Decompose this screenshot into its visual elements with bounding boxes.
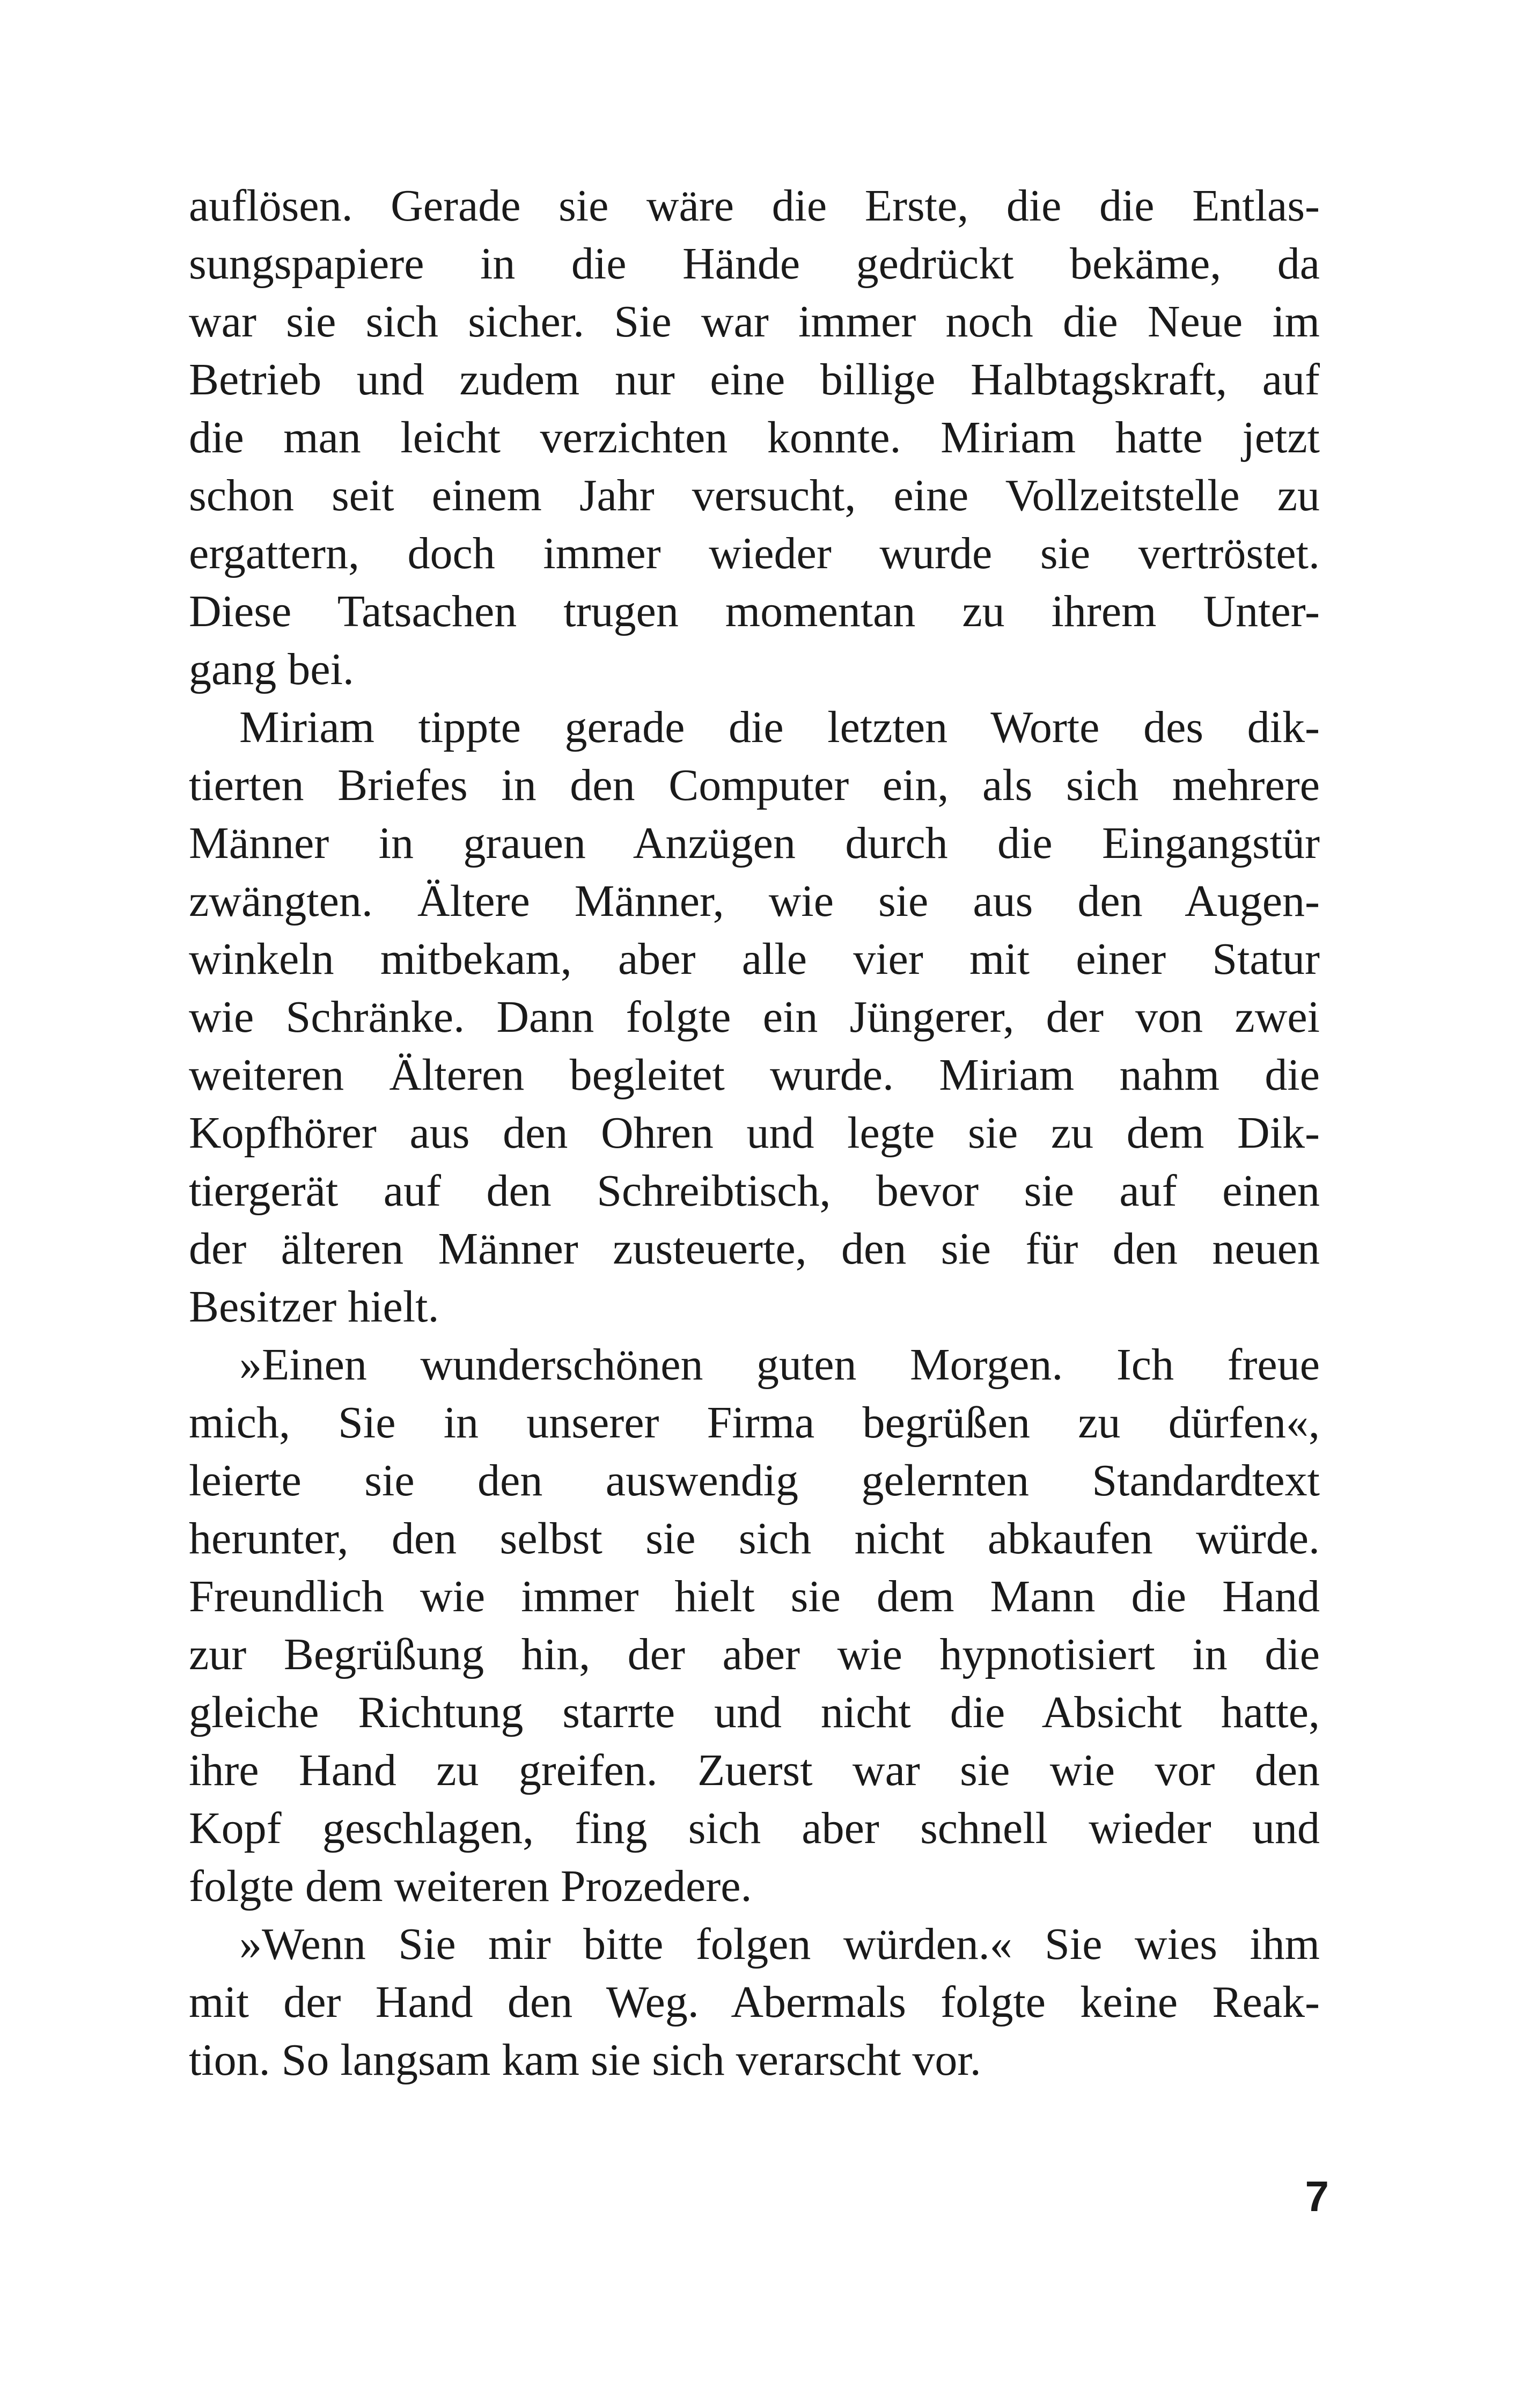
text-line: wie Schränke. Dann folgte ein Jüngerer, der von zwei [189, 992, 1320, 1042]
text-line: »Wenn Sie mir bitte folgen würden.« Sie wies ihm [239, 1919, 1320, 1969]
text-line: Männer in grauen Anzügen durch die Eingangstür [189, 818, 1320, 868]
text-line: sungspapiere in die Hände gedrückt bekäme, da [189, 239, 1320, 289]
text-line: Betrieb und zudem nur eine billige Halbtagskraft, auf [189, 355, 1320, 405]
text-line: herunter, den selbst sie sich nicht abkaufen würde. [189, 1514, 1320, 1563]
text-line: tiergerät auf den Schreibtisch, bevor sie auf einen [189, 1166, 1320, 1216]
text-line: zwängten. Ältere Männer, wie sie aus den Augen- [189, 876, 1320, 926]
text-line: ergattern, doch immer wieder wurde sie vertröstet. [189, 528, 1320, 578]
text-line: die man leicht verzichten konnte. Miriam hatte jetzt [189, 413, 1320, 462]
body-text [189, 177, 1320, 2089]
text-line: Miriam tippte gerade die letzten Worte des dik- [239, 702, 1320, 752]
text-line: leierte sie den auswendig gelernten Standardtext [189, 1456, 1320, 1506]
text-line: schon seit einem Jahr versucht, eine Vollzeitstelle zu [189, 471, 1320, 520]
text-line: Besitzer hielt. [189, 1282, 439, 1332]
text-line: tion. So langsam kam sie sich verarscht vor. [189, 2035, 981, 2085]
text-line: Diese Tatsachen trugen momentan zu ihrem Unter- [189, 586, 1320, 636]
text-line: zur Begrüßung hin, der aber wie hypnotisiert in die [189, 1629, 1320, 1679]
text-line: Kopf geschlagen, fing sich aber schnell wieder und [189, 1803, 1320, 1853]
paragraph [189, 1336, 1320, 1915]
page-number: 7 [1305, 2172, 1329, 2220]
text-line: tierten Briefes in den Computer ein, als sich mehrere [189, 760, 1320, 810]
text-line: »Einen wunderschönen guten Morgen. Ich freue [239, 1340, 1320, 1390]
text-line: mit der Hand den Weg. Abermals folgte keine Reak- [189, 1977, 1320, 2027]
text-line: gleiche Richtung starrte und nicht die Absicht hatte, [189, 1687, 1320, 1737]
text-line: ihre Hand zu greifen. Zuerst war sie wie vor den [189, 1745, 1320, 1795]
text-line: Freundlich wie immer hielt sie dem Mann die Hand [189, 1572, 1320, 1621]
text-line: gang bei. [189, 644, 354, 694]
text-line: winkeln mitbekam, aber alle vier mit einer Statur [189, 934, 1320, 984]
text-line: mich, Sie in unserer Firma begrüßen zu dürfen«, [189, 1398, 1320, 1448]
text-line: war sie sich sicher. Sie war immer noch die Neue im [189, 297, 1320, 347]
paragraph [189, 177, 1320, 699]
text-line: der älteren Männer zusteuerte, den sie für den neuen [189, 1224, 1320, 1274]
text-line: Kopfhörer aus den Ohren und legte sie zu dem Dik- [189, 1108, 1320, 1158]
paragraph [189, 1915, 1320, 2089]
text-line: auflösen. Gerade sie wäre die Erste, die die Entlas- [189, 181, 1320, 231]
paragraph [189, 699, 1320, 1336]
text-line: folgte dem weiteren Prozedere. [189, 1861, 752, 1911]
text-line: weiteren Älteren begleitet wurde. Miriam nahm die [189, 1050, 1320, 1100]
